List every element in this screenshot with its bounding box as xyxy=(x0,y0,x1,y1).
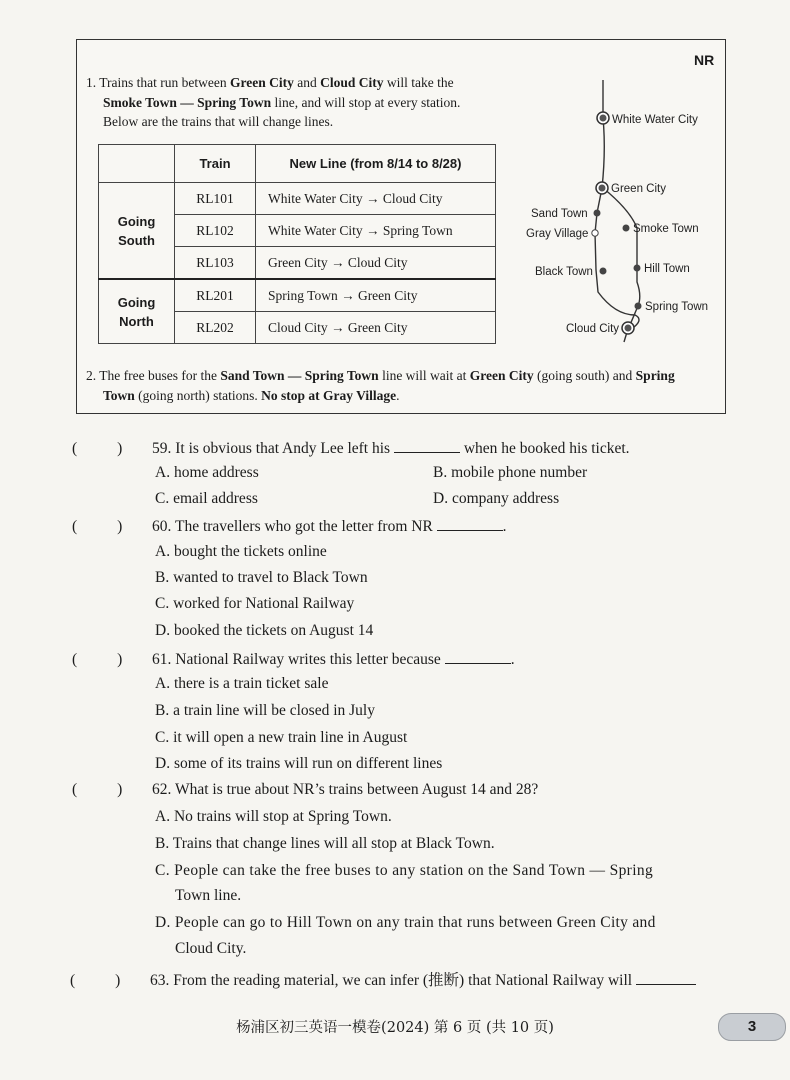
station-cloud-city xyxy=(566,322,634,335)
question-60: ( ) 60. The travellers who got the letter from NR . xyxy=(72,518,507,535)
svg-text:Cloud City: Cloud City xyxy=(566,323,620,335)
option[interactable]: C. email address xyxy=(155,490,258,507)
option[interactable]: C. worked for National Railway xyxy=(155,595,355,612)
group-going-north: Going North xyxy=(99,279,175,344)
answer-blank[interactable] xyxy=(636,970,696,985)
station-sand-town xyxy=(531,208,601,220)
option[interactable]: A. No trains will stop at Spring Town. xyxy=(155,808,392,825)
answer-blank[interactable] xyxy=(445,649,511,664)
option[interactable]: B. a train line will be closed in July xyxy=(155,702,375,719)
question-61: ( ) 61. National Railway writes this letter because . xyxy=(72,651,515,668)
answer-blank[interactable] xyxy=(437,516,503,531)
station-smoke-town xyxy=(623,223,699,235)
question-63: ( ) 63. From the reading material, we can infer (推断) that National Railway will xyxy=(70,968,696,990)
option[interactable]: A. home address xyxy=(155,464,259,481)
svg-text:Gray Village: Gray Village xyxy=(526,228,589,240)
svg-text:Black Town: Black Town xyxy=(535,266,593,278)
notice-item-2: 2. The free buses for the Sand Town — Spring Town line will wait at Green City (going south) and Spring Town (going north) stations. No stop at Gray Village. xyxy=(86,368,675,403)
option[interactable]: A. bought the tickets online xyxy=(155,543,327,560)
option[interactable]: B. mobile phone number xyxy=(433,464,588,481)
table-header-blank xyxy=(99,145,175,183)
route-east-line xyxy=(603,188,640,306)
question-62: ( ) 62. What is true about NR’s trains between August 14 and 28? xyxy=(72,781,539,798)
option[interactable]: D. company address xyxy=(433,490,560,507)
option-continuation: Town line. xyxy=(175,887,242,904)
answer-blank[interactable] xyxy=(394,438,460,453)
notice-item-1: 1. Trains that run between Green City and Cloud City will take the Smoke Town — Spring Town line, and will stop at every station. Below are the trains that will change lines. xyxy=(86,75,461,129)
svg-text:Spring Town: Spring Town xyxy=(645,301,709,313)
option[interactable]: B. wanted to travel to Black Town xyxy=(155,569,368,586)
table-row: RL103 Green City → Cloud City xyxy=(99,247,496,280)
table-header-train: Train xyxy=(175,145,256,183)
table-row: RL202 Cloud City → Green City xyxy=(99,312,496,344)
station-green-city xyxy=(596,182,666,195)
nr-brand: NR xyxy=(694,52,715,68)
option[interactable]: C. it will open a new train line in August xyxy=(155,729,408,746)
option-continuation: Cloud City. xyxy=(175,940,247,957)
group-going-south: Going South xyxy=(99,183,175,280)
option[interactable]: D. booked the tickets on August 14 xyxy=(155,622,374,639)
option[interactable]: C. People can take the free buses to any station on the Sand Town — Spring xyxy=(155,862,654,879)
page-footer: 杨浦区初三英语一模卷(2024) 第 6 页 (共 10 页) xyxy=(236,1020,554,1036)
option[interactable]: D. some of its trains will run on different lines xyxy=(155,755,443,772)
option[interactable]: D. People can go to Hill Town on any train that runs between Green City and xyxy=(155,914,656,931)
svg-text:White Water City: White Water City xyxy=(612,114,698,126)
station-white-water-city xyxy=(597,112,698,126)
route-map xyxy=(520,70,720,350)
option[interactable]: B. Trains that change lines will all stop at Black Town. xyxy=(155,835,495,852)
table-row: RL102 White Water City → Spring Town xyxy=(99,215,496,247)
table-header-newline: New Line (from 8/14 to 8/28) xyxy=(256,145,496,183)
table-row: Going South RL101 White Water City → Cloud City xyxy=(99,183,496,215)
svg-text:Green City: Green City xyxy=(611,183,666,195)
page-number-badge: 3 xyxy=(718,1013,786,1041)
station-spring-town xyxy=(635,301,709,313)
question-59: ( ) 59. It is obvious that Andy Lee left his when he booked his ticket. xyxy=(72,440,630,457)
station-hill-town xyxy=(634,263,690,275)
svg-text:Hill Town: Hill Town xyxy=(644,263,690,275)
station-gray-village xyxy=(526,228,598,240)
svg-text:Smoke Town: Smoke Town xyxy=(633,223,699,235)
train-change-table xyxy=(98,144,496,344)
table-row: Going North RL201 Spring Town → Green City xyxy=(99,279,496,312)
svg-text:Sand Town: Sand Town xyxy=(531,208,588,220)
option[interactable]: A. there is a train ticket sale xyxy=(155,675,329,692)
